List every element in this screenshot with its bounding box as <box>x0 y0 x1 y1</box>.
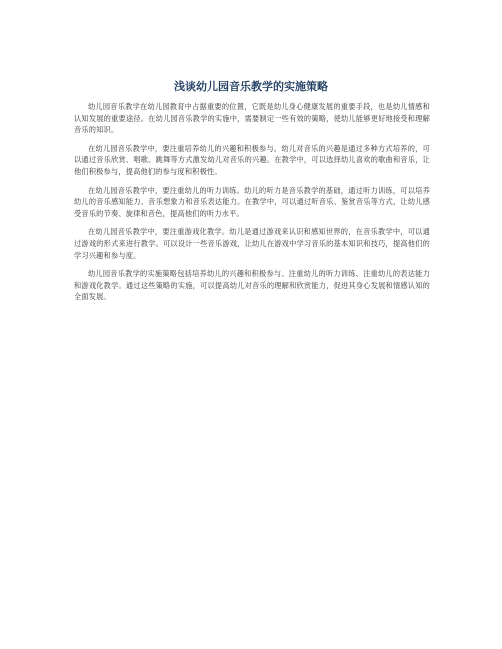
paragraph-intro: 幼儿园音乐教学在幼儿园教育中占据重要的位置，它既是幼儿身心健康发展的重要手段，也是幼儿情感和认知发展的重要途径。在幼儿园音乐教学的实施中，需要制定一些有效的策略，使幼儿能够更好地接受和理解音乐的知识。 <box>74 102 430 135</box>
paragraph-listening: 在幼儿园音乐教学中，要注重幼儿的听力训练。幼儿的听力是音乐教学的基础，通过听力训练，可以培养幼儿的音乐感知能力、音乐想象力和音乐表达能力。在教学中，可以通过听音乐、鉴赏音乐等方式，让幼儿感受音乐的节奏、旋律和音色，提高他们的听力水平。 <box>74 185 430 218</box>
paragraph-interest: 在幼儿园音乐教学中，要注重培养幼儿的兴趣和积极参与。幼儿对音乐的兴趣是通过多种方式培养的，可以通过音乐欣赏、唱歌、跳舞等方式激发幼儿对音乐的兴趣。在教学中，可以选择幼儿喜欢的歌曲和音乐，让他们积极参与，提高他们的参与度和积极性。 <box>74 143 430 176</box>
document-body <box>74 101 430 310</box>
paragraph-summary: 幼儿园音乐教学的实施策略包括培养幼儿的兴趣和积极参与、注重幼儿的听力训练、注重幼儿的表达能力和游戏化教学。通过这些策略的实施，可以提高幼儿对音乐的理解和欣赏能力，促进其身心发展和情感认知的全面发展。 <box>74 269 430 302</box>
paragraph-games: 在幼儿园音乐教学中，要注重游戏化教学。幼儿是通过游戏来认识和感知世界的，在音乐教学中，可以通过游戏的形式来进行教学。可以设计一些音乐游戏，让幼儿在游戏中学习音乐的基本知识和技巧，提高他们的学习兴趣和参与度。 <box>74 227 430 260</box>
document-title: 浅谈幼儿园音乐教学的实施策略 <box>174 80 328 93</box>
